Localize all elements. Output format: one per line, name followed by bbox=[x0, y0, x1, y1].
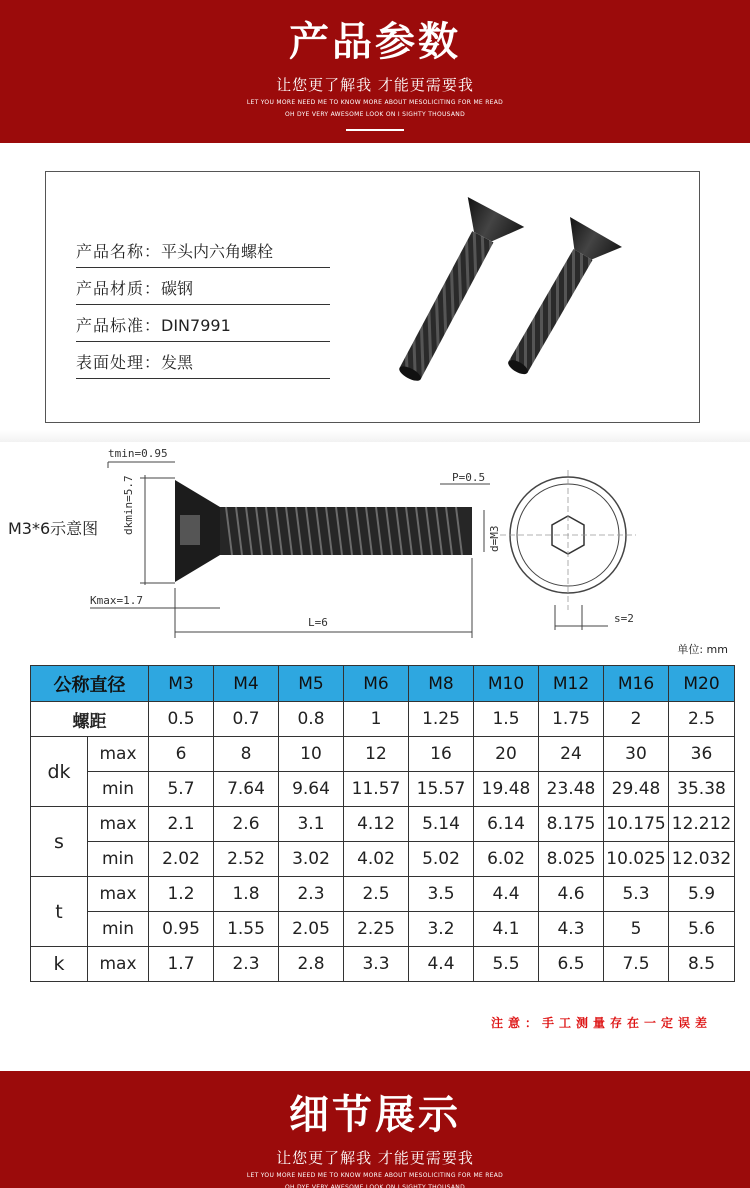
value-cell: 2.3 bbox=[214, 947, 279, 982]
value-cell: 4.1 bbox=[474, 912, 539, 947]
value-cell: 10.025 bbox=[604, 842, 669, 877]
length-label: L=6 bbox=[308, 616, 328, 629]
value-cell: 2.02 bbox=[149, 842, 214, 877]
value-cell: 36 bbox=[669, 737, 735, 772]
drawing-title: M3*6示意图 bbox=[8, 519, 99, 538]
header-size-cell: M20 bbox=[669, 666, 735, 702]
value-cell: 4.6 bbox=[539, 877, 604, 912]
value-cell: 8.175 bbox=[539, 807, 604, 842]
value-cell: 16 bbox=[409, 737, 474, 772]
product-surface-value: 发黑 bbox=[161, 353, 194, 372]
table-row bbox=[31, 702, 735, 737]
value-cell: 5 bbox=[604, 912, 669, 947]
pitch-value-cell: 0.7 bbox=[214, 702, 279, 737]
value-cell: 5.6 bbox=[669, 912, 735, 947]
value-cell: 9.64 bbox=[279, 772, 344, 807]
value-cell: 6.5 bbox=[539, 947, 604, 982]
sub-label-cell: min bbox=[88, 842, 149, 877]
value-cell: 4.02 bbox=[344, 842, 409, 877]
diameter-label: d=M3 bbox=[488, 525, 501, 552]
sub-label-cell: max bbox=[88, 947, 149, 982]
table-row bbox=[31, 912, 735, 947]
value-cell: 15.57 bbox=[409, 772, 474, 807]
value-cell: 1.7 bbox=[149, 947, 214, 982]
pitch-value-cell: 2.5 bbox=[669, 702, 735, 737]
value-cell: 8.025 bbox=[539, 842, 604, 877]
bottom-banner bbox=[0, 1071, 750, 1188]
banner-underline bbox=[346, 129, 404, 131]
value-cell: 4.3 bbox=[539, 912, 604, 947]
top-banner bbox=[0, 0, 750, 143]
pitch-label-cell: 螺距 bbox=[31, 702, 149, 737]
value-cell: 12.212 bbox=[669, 807, 735, 842]
screw-side-view-drawing bbox=[0, 440, 750, 662]
header-nominal-diameter: 公称直径 bbox=[31, 666, 149, 702]
product-standard-key: 产品标准： bbox=[76, 316, 162, 335]
value-cell: 0.95 bbox=[149, 912, 214, 947]
value-cell: 1.2 bbox=[149, 877, 214, 912]
group-label-s: s bbox=[31, 807, 88, 877]
value-cell: 5.3 bbox=[604, 877, 669, 912]
table-row bbox=[31, 737, 735, 772]
product-info-card bbox=[45, 171, 700, 423]
value-cell: 2.6 bbox=[214, 807, 279, 842]
value-cell: 3.2 bbox=[409, 912, 474, 947]
value-cell: 6 bbox=[149, 737, 214, 772]
value-cell: 2.5 bbox=[344, 877, 409, 912]
product-surface-row bbox=[76, 351, 330, 379]
value-cell: 11.57 bbox=[344, 772, 409, 807]
group-label-t: t bbox=[31, 877, 88, 947]
value-cell: 8.5 bbox=[669, 947, 735, 982]
sub-label-cell: min bbox=[88, 912, 149, 947]
group-label-dk: dk bbox=[31, 737, 88, 807]
value-cell: 4.4 bbox=[409, 947, 474, 982]
value-cell: 5.5 bbox=[474, 947, 539, 982]
kmax-label: Kmax=1.7 bbox=[90, 594, 143, 607]
value-cell: 19.48 bbox=[474, 772, 539, 807]
value-cell: 5.7 bbox=[149, 772, 214, 807]
value-cell: 1.8 bbox=[214, 877, 279, 912]
value-cell: 3.02 bbox=[279, 842, 344, 877]
section-title-params: 产品参数 bbox=[289, 19, 461, 65]
value-cell: 24 bbox=[539, 737, 604, 772]
banner-en-line-2: OH DYE VERY AWESOME LOOK ON I SIGHTY THOUSAND bbox=[284, 1184, 466, 1188]
value-cell: 10.175 bbox=[604, 807, 669, 842]
header-size-cell: M6 bbox=[344, 666, 409, 702]
value-cell: 20 bbox=[474, 737, 539, 772]
banner-subtitle: 让您更了解我 才能更需要我 bbox=[276, 1149, 474, 1167]
header-size-cell: M12 bbox=[539, 666, 604, 702]
pitch-value-cell: 1.5 bbox=[474, 702, 539, 737]
value-cell: 35.38 bbox=[669, 772, 735, 807]
value-cell: 7.64 bbox=[214, 772, 279, 807]
value-cell: 2.8 bbox=[279, 947, 344, 982]
banner-en-line-1: LET YOU MORE NEED ME TO KNOW MORE ABOUT MESOLICITING FOR ME READ bbox=[246, 99, 504, 106]
header-size-cell: M4 bbox=[214, 666, 279, 702]
value-cell: 8 bbox=[214, 737, 279, 772]
table-row bbox=[31, 877, 735, 912]
product-material-value: 碳钢 bbox=[161, 279, 194, 298]
value-cell: 5.02 bbox=[409, 842, 474, 877]
section-title-details: 细节展示 bbox=[289, 1092, 461, 1138]
pitch-label: P=0.5 bbox=[452, 471, 486, 484]
product-standard-row bbox=[76, 314, 330, 342]
value-cell: 4.12 bbox=[344, 807, 409, 842]
sub-label-cell: min bbox=[88, 772, 149, 807]
value-cell: 5.9 bbox=[669, 877, 735, 912]
pitch-value-cell: 0.8 bbox=[279, 702, 344, 737]
pitch-value-cell: 0.5 bbox=[149, 702, 214, 737]
value-cell: 2.05 bbox=[279, 912, 344, 947]
table-row bbox=[31, 947, 735, 982]
screw-product-image bbox=[386, 192, 686, 412]
value-cell: 2.1 bbox=[149, 807, 214, 842]
header-size-cell: M10 bbox=[474, 666, 539, 702]
product-name-row bbox=[76, 240, 330, 268]
table-row bbox=[31, 807, 735, 842]
value-cell: 7.5 bbox=[604, 947, 669, 982]
value-cell: 2.52 bbox=[214, 842, 279, 877]
product-material-row bbox=[76, 277, 330, 305]
value-cell: 12.032 bbox=[669, 842, 735, 877]
product-standard-value: DIN7991 bbox=[161, 316, 231, 335]
banner-en-line-2: OH DYE VERY AWESOME LOOK ON I SIGHTY THOUSAND bbox=[284, 111, 466, 118]
value-cell: 3.3 bbox=[344, 947, 409, 982]
pitch-value-cell: 1 bbox=[344, 702, 409, 737]
table-row bbox=[31, 842, 735, 877]
banner-en-line-1: LET YOU MORE NEED ME TO KNOW MORE ABOUT MESOLICITING FOR ME READ bbox=[246, 1172, 504, 1179]
header-size-cell: M5 bbox=[279, 666, 344, 702]
sub-label-cell: max bbox=[88, 807, 149, 842]
value-cell: 3.5 bbox=[409, 877, 474, 912]
value-cell: 2.3 bbox=[279, 877, 344, 912]
pitch-value-cell: 2 bbox=[604, 702, 669, 737]
value-cell: 2.25 bbox=[344, 912, 409, 947]
value-cell: 3.1 bbox=[279, 807, 344, 842]
sub-label-cell: max bbox=[88, 737, 149, 772]
value-cell: 12 bbox=[344, 737, 409, 772]
unit-label: 单位: mm bbox=[677, 643, 728, 656]
sub-label-cell: max bbox=[88, 877, 149, 912]
value-cell: 23.48 bbox=[539, 772, 604, 807]
value-cell: 29.48 bbox=[604, 772, 669, 807]
product-name-key: 产品名称： bbox=[76, 242, 162, 261]
table-header-row bbox=[31, 666, 735, 702]
table-row bbox=[31, 772, 735, 807]
value-cell: 6.02 bbox=[474, 842, 539, 877]
header-size-cell: M3 bbox=[149, 666, 214, 702]
s-label: s=2 bbox=[614, 612, 634, 625]
banner-subtitle: 让您更了解我 才能更需要我 bbox=[276, 76, 474, 94]
pitch-value-cell: 1.25 bbox=[409, 702, 474, 737]
product-name-value: 平头内六角螺栓 bbox=[161, 242, 274, 261]
header-size-cell: M16 bbox=[604, 666, 669, 702]
value-cell: 1.55 bbox=[214, 912, 279, 947]
pitch-value-cell: 1.75 bbox=[539, 702, 604, 737]
header-size-cell: M8 bbox=[409, 666, 474, 702]
group-label-k: k bbox=[31, 947, 88, 982]
product-surface-key: 表面处理： bbox=[76, 353, 162, 372]
tmin-label: tmin=0.95 bbox=[108, 447, 168, 460]
measurement-note: 注意：手工测量存在一定误差 bbox=[490, 1016, 712, 1030]
value-cell: 6.14 bbox=[474, 807, 539, 842]
value-cell: 10 bbox=[279, 737, 344, 772]
spec-table bbox=[30, 665, 735, 982]
value-cell: 4.4 bbox=[474, 877, 539, 912]
dkmin-label: dkmin=5.7 bbox=[122, 475, 135, 535]
technical-drawing bbox=[0, 440, 750, 662]
value-cell: 5.14 bbox=[409, 807, 474, 842]
value-cell: 30 bbox=[604, 737, 669, 772]
product-material-key: 产品材质： bbox=[76, 279, 162, 298]
